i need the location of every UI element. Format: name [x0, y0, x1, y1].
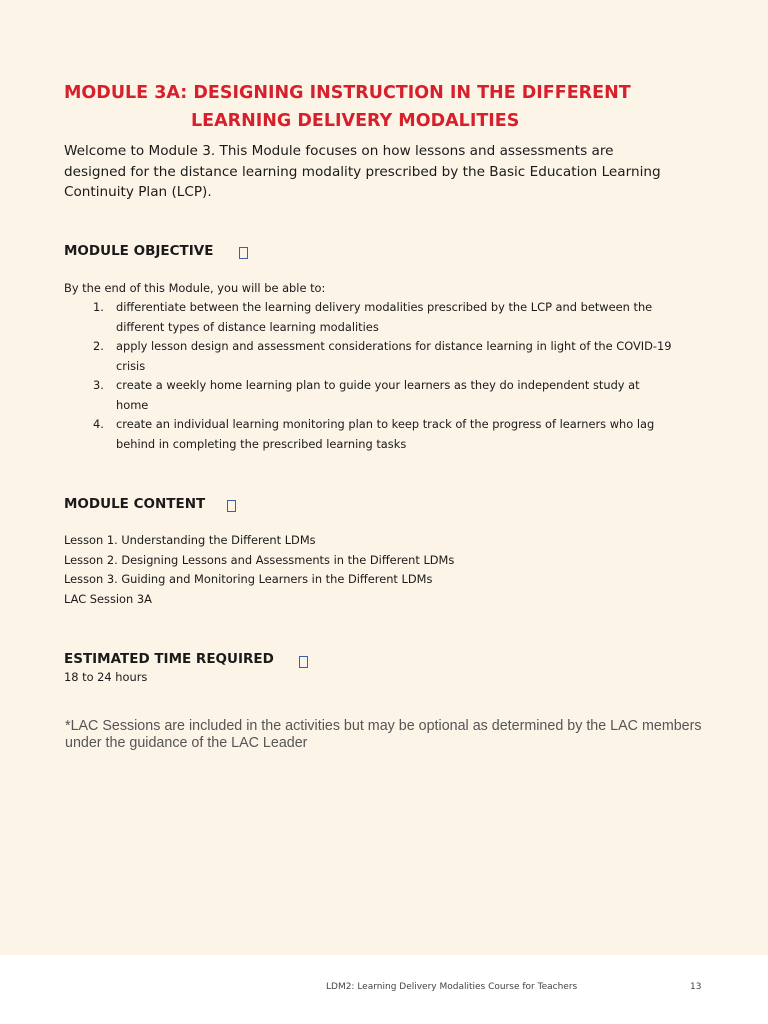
footer-course-title: LDM2: Learning Delivery Modalities Course for Teachers — [326, 982, 578, 992]
module-title-line-1: MODULE 3A: DESIGNING INSTRUCTION IN THE DIFFERENT — [64, 83, 631, 103]
objective-list — [64, 298, 674, 454]
page-footer — [0, 955, 768, 1024]
content-item-lesson-3: Lesson 3. Guiding and Monitoring Learners in the Different LDMs — [64, 572, 433, 586]
content-item-lesson-2: Lesson 2. Designing Lessons and Assessments in the Different LDMs — [64, 552, 455, 567]
objective-item-text: create an individual learning monitoring plan to keep track of the progress of learners who lag behind in completing the prescribed learning tasks — [116, 417, 655, 451]
objective-item-number: 2. — [93, 339, 104, 353]
module-intro: Welcome to Module 3. This Module focuses on how lessons and assessments are designed for the distance learning modality prescribed by the Basic Education Learning Continuity Plan (LCP). — [64, 143, 661, 200]
objective-item — [64, 337, 674, 376]
objective-lead: By the end of this Module, you will be able to: — [64, 281, 326, 295]
objective-item-text: create a weekly home learning plan to guide your learners as they do independent study at home — [116, 378, 640, 412]
time-glyph-icon — [299, 656, 308, 668]
objective-item — [64, 376, 674, 415]
content-item-lac-session: LAC Session 3A — [64, 591, 152, 606]
time-heading: ESTIMATED TIME REQUIRED — [64, 651, 274, 667]
objective-heading: MODULE OBJECTIVE — [64, 243, 214, 259]
objective-item-text: apply lesson design and assessment considerations for distance learning in light of the COVID-19 crisis — [116, 339, 672, 373]
module-title-line-2: LEARNING DELIVERY MODALITIES — [191, 111, 520, 131]
page-number: 13 — [690, 982, 702, 992]
module-title — [64, 79, 704, 135]
content-item-lesson-1: Lesson 1. Understanding the Different LDMs — [64, 533, 316, 547]
content-glyph-icon — [227, 500, 236, 512]
objective-item-number: 3. — [93, 378, 104, 392]
lac-note: *LAC Sessions are included in the activities but may be optional as determined by the LAC members under the guidance of the LAC Leader — [65, 718, 702, 751]
objective-item-text: differentiate between the learning delivery modalities prescribed by the LCP and between the different types of distance learning modalities — [116, 300, 653, 334]
objective-item — [64, 298, 674, 337]
objective-item — [64, 415, 674, 454]
objective-item-number: 4. — [93, 417, 104, 431]
content-list — [64, 531, 454, 609]
content-heading: MODULE CONTENT — [64, 496, 206, 512]
objective-glyph-icon — [239, 247, 248, 259]
time-value: 18 to 24 hours — [64, 670, 148, 684]
objective-item-number: 1. — [93, 300, 104, 314]
